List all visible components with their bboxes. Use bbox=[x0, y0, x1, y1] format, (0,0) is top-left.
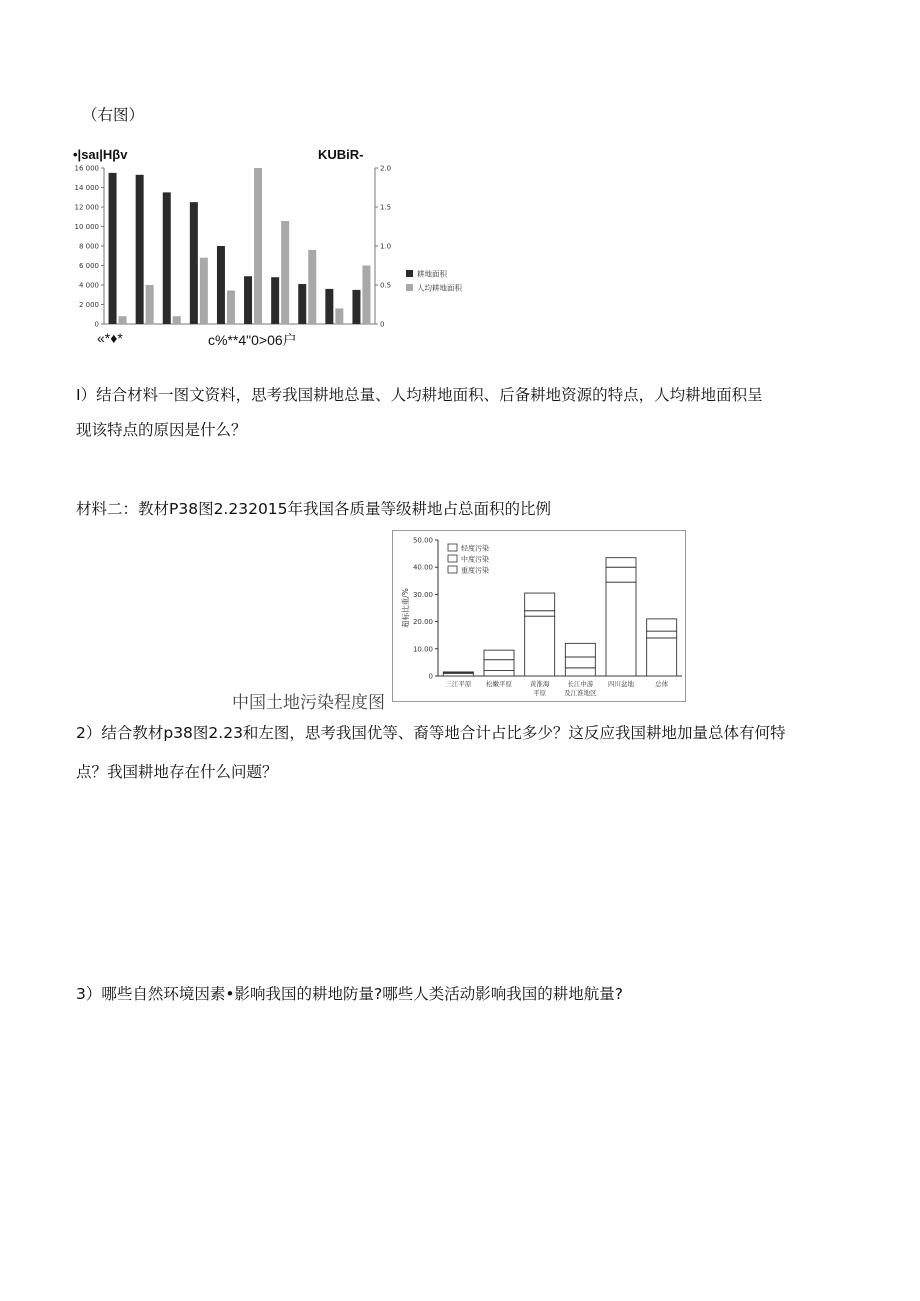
chart2-legend-swatch bbox=[448, 544, 457, 551]
chart2-bar-segment bbox=[647, 638, 677, 676]
question-1-line-1: I）结合材料一图文资料，思考我国耕地总量、人均耕地面积、后备耕地资源的特点，人均耕地面积呈 bbox=[76, 386, 763, 404]
chart2-legend-label: 重度污染 bbox=[461, 566, 489, 575]
chart1-left-tick-label: 12 000 bbox=[74, 203, 99, 212]
chart2-bar-segment bbox=[484, 650, 514, 660]
chart1-bar-per-capita bbox=[254, 168, 262, 324]
chart1-bar-land-area bbox=[298, 284, 306, 324]
chart1-left-tick-label: 4 000 bbox=[78, 281, 99, 290]
chart1-bar-per-capita bbox=[227, 290, 235, 324]
chart1-bar-land-area bbox=[136, 175, 144, 324]
chart1-header-right: KUBiR- bbox=[318, 147, 364, 162]
chart1-bar-per-capita bbox=[281, 221, 289, 324]
chart2-x-tick-label: 松嫩平原 bbox=[486, 680, 512, 688]
chart2-x-tick-label: 总体 bbox=[655, 680, 669, 688]
chart2-y-tick-label: 10.00 bbox=[412, 645, 433, 654]
chart2-bar-segment bbox=[443, 672, 473, 673]
chart2-bar-segment bbox=[484, 671, 514, 676]
chart1-bar-land-area bbox=[163, 192, 171, 324]
chart2-y-tick-label: 30.00 bbox=[412, 590, 433, 599]
chart2-y-tick-label: 0 bbox=[428, 672, 433, 681]
chart1-legend-swatch bbox=[406, 284, 413, 291]
chart1-left-tick-label: 14 000 bbox=[74, 184, 99, 192]
chart1-bar-per-capita bbox=[308, 250, 316, 324]
question-2-line-1: 2）结合教材p38图2.23和左图，思考我国优等、裔等地合计占比多少？这反应我国耕地加量总体有何特 bbox=[76, 724, 786, 742]
question-3: 3）哪些自然环境因素•影响我国的耕地防量?哪些人类活动影响我国的耕地航量? bbox=[76, 985, 623, 1003]
chart2-legend-label: 轻度污染 bbox=[461, 544, 489, 553]
chart2-x-tick-label: 长江中游 bbox=[567, 680, 594, 688]
chart1-right-tick-label: 1.5 bbox=[380, 203, 392, 212]
chart1-footer-right: c%**4"0>06户 bbox=[208, 332, 297, 348]
question-1-line-2: 现该特点的原因是什么？ bbox=[76, 421, 247, 439]
chart2-y-tick-label: 40.00 bbox=[412, 563, 433, 572]
chart2-bar-segment bbox=[484, 660, 514, 671]
chart2-x-tick-label: 黄淮海 bbox=[529, 680, 550, 688]
cultivated-land-chart bbox=[68, 160, 488, 340]
chart1-bar-land-area bbox=[217, 246, 225, 324]
chart1-legend-label: 人均耕地面积 bbox=[417, 283, 462, 293]
chart1-bar-land-area bbox=[244, 276, 252, 324]
chart2-legend-swatch bbox=[448, 566, 457, 573]
chart2-bar-segment bbox=[565, 657, 595, 668]
chart2-bar-segment bbox=[606, 582, 636, 676]
chart1-left-tick-label: 2 000 bbox=[78, 301, 99, 309]
chart1-right-tick-label: 0 bbox=[380, 320, 385, 329]
chart2-x-tick-label: 及江淮地区 bbox=[564, 689, 597, 697]
chart1-left-tick-label: 6 000 bbox=[78, 262, 99, 270]
chart1-bar-per-capita bbox=[146, 285, 154, 324]
chart2-bar-segment bbox=[647, 631, 677, 638]
chart2-caption: 中国土地污染程度图 bbox=[232, 693, 385, 713]
chart2-x-tick-label: 三江平原 bbox=[445, 680, 472, 688]
chart1-left-tick-label: 8 000 bbox=[78, 242, 99, 251]
chart2-bar-segment bbox=[606, 567, 636, 582]
question-2-line-2: 点？我国耕地存在什么问题？ bbox=[76, 763, 278, 781]
chart2-bar-segment bbox=[565, 643, 595, 657]
chart1-bar-land-area bbox=[109, 173, 117, 324]
chart2-bar-segment bbox=[525, 616, 555, 676]
chart1-bar-land-area bbox=[190, 202, 198, 324]
chart1-header-left: •|saι|Hβv bbox=[73, 147, 128, 162]
chart1-left-tick-label: 16 000 bbox=[74, 164, 99, 173]
chart1-right-tick-label: 0.5 bbox=[380, 281, 392, 290]
chart1-legend-label: 耕地面积 bbox=[417, 269, 447, 279]
chart1-bar-per-capita bbox=[173, 316, 181, 324]
chart2-bar-segment bbox=[525, 593, 555, 611]
soil-pollution-chart bbox=[392, 530, 692, 702]
chart1-right-tick-label: 2.0 bbox=[380, 164, 392, 173]
chart1-left-tick-label: 0 bbox=[94, 320, 99, 329]
chart2-y-tick-label: 50.00 bbox=[412, 536, 433, 545]
chart1-right-tick-label: 1.0 bbox=[380, 242, 392, 251]
chart1-bar-per-capita bbox=[335, 308, 343, 324]
figure-note: （右图） bbox=[82, 106, 145, 124]
chart2-y-label: 超标比重/% bbox=[401, 588, 410, 628]
chart1-bar-land-area bbox=[271, 277, 279, 324]
chart2-bar-segment bbox=[565, 668, 595, 676]
chart2-legend-label: 中度污染 bbox=[461, 555, 489, 564]
chart2-x-tick-label: 平原 bbox=[533, 689, 547, 697]
material-2-title: 材料二：教材P38图2.232015年我国各质量等级耕地占总面积的比例 bbox=[76, 500, 552, 518]
chart2-legend-swatch bbox=[448, 555, 457, 562]
chart1-legend-swatch bbox=[406, 270, 413, 277]
chart1-bar-per-capita bbox=[119, 316, 127, 324]
chart2-x-tick-label: 四川盆地 bbox=[608, 680, 634, 688]
chart2-bar-segment bbox=[525, 611, 555, 616]
chart2-bar-segment bbox=[647, 619, 677, 631]
chart1-footer-left: «*♦* bbox=[97, 330, 123, 346]
chart2-y-tick-label: 20.00 bbox=[412, 618, 433, 627]
chart1-bar-per-capita bbox=[200, 258, 208, 324]
chart1-bar-land-area bbox=[352, 290, 360, 324]
chart1-bar-per-capita bbox=[362, 266, 370, 325]
chart1-left-tick-label: 10 000 bbox=[74, 223, 99, 231]
chart2-bar-segment bbox=[606, 558, 636, 568]
chart1-bar-land-area bbox=[325, 289, 333, 324]
